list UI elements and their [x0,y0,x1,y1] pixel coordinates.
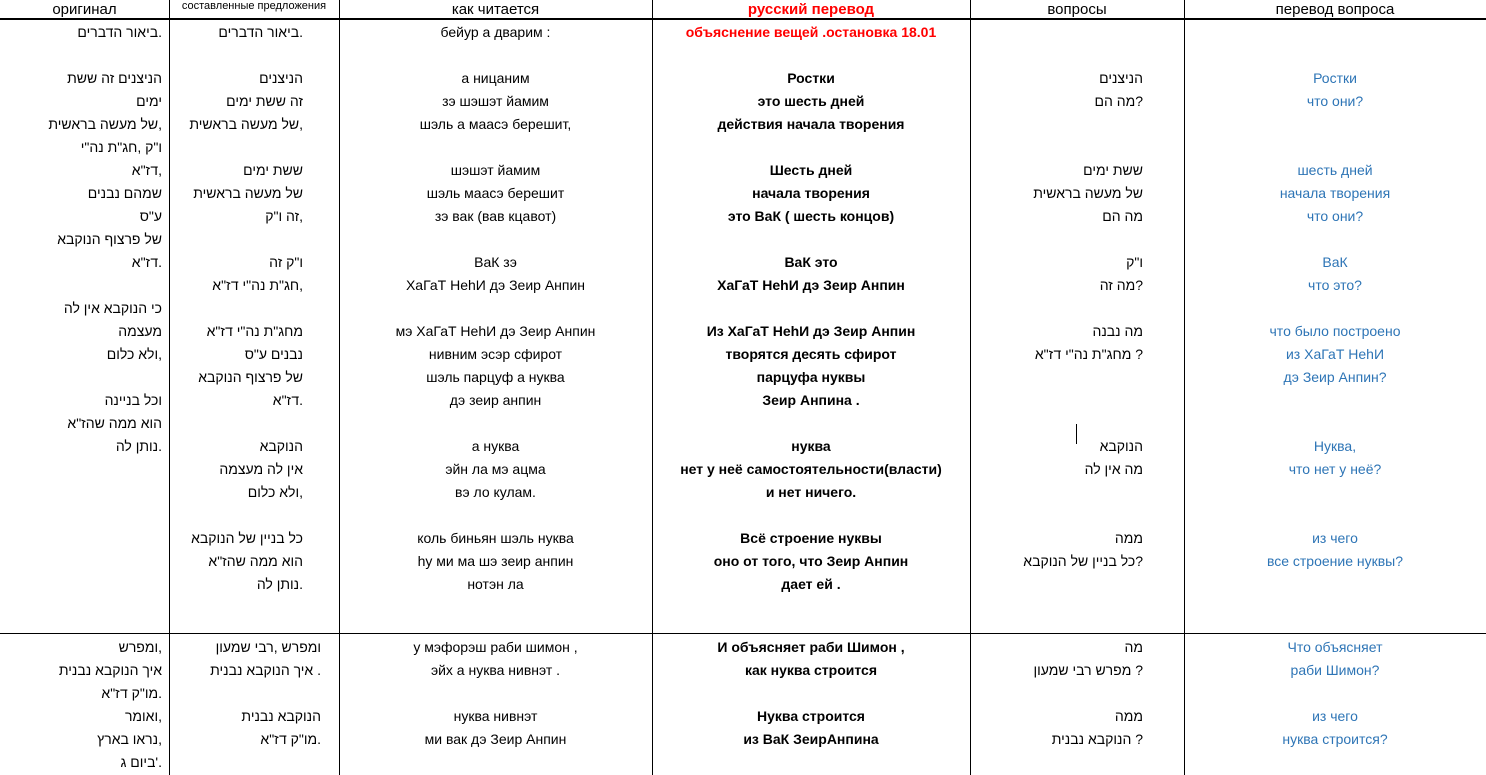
cell-line: זה ששת ימים [226,93,303,109]
cell-line: как нуква строится [744,662,877,678]
cell-line: ? הנוקבא נבנית [1051,731,1143,747]
cell-line [339,228,652,251]
cell-line: Ростки [787,70,835,86]
cell-line: что они? [1306,93,1364,109]
cell-line: Шесть дней [769,162,853,178]
cell-line: ממה [1114,708,1143,724]
cell-line [173,751,321,774]
cell-line [975,21,1143,44]
cell-line [1184,481,1486,504]
cell-line: дает ей . [781,576,841,592]
cell-line: из чего [1312,708,1358,724]
cell-line: коль биньян шэль нуква [417,530,574,546]
cell-line: это ВаК ( шесть концов) [727,208,895,224]
cell-line [339,412,652,435]
cell-line: действия начала творения [717,116,905,132]
cell-line [4,366,162,389]
section1-question-translation[interactable] [1184,21,1486,596]
cell-line: ми вак дэ Зеир Анпин [424,731,567,747]
cell-line: нивним эсэр сфирот [428,346,563,362]
cell-line: и нет ничего. [765,484,857,500]
cell-line [1184,751,1486,774]
cell-line: מה נבנה [1092,323,1143,339]
cell-line: ו"ק זה [269,254,303,270]
cell-line: нотэн ла [467,576,524,592]
cell-line: парцуфа нуквы [756,369,866,385]
cell-line: ,ואומר [124,708,162,724]
cell-line: ХаГаТ НеhИ дэ Зеир Анпин [405,277,586,293]
cell-line: Нуква строится [757,708,865,724]
column-divider [970,0,971,775]
cell-line: של פרצוף הנוקבא [57,231,162,247]
cell-line: из чего [1312,530,1358,546]
cell-line [652,228,970,251]
cell-line: эйн ла мэ ацма [445,461,546,477]
section1-reading[interactable] [339,21,652,596]
cell-line: ,ולא כלום [106,346,162,362]
cell-line: הניצנים [259,70,303,86]
cell-line: ? מפרש רבי שמעון [1033,662,1143,678]
header-question-translation: перевод вопроса [1184,0,1486,19]
cell-line: ומפרש ,רבי שמעון [215,639,321,655]
cell-line [1184,113,1486,136]
cell-line [1184,389,1486,412]
cell-line: И объясняет раби Шимон , [717,639,905,655]
cell-line: нет у неё самостоятельности(власти) [680,461,942,477]
cell-line: зэ вак (вав кцавот) [434,208,557,224]
cell-line [339,136,652,159]
cell-line [975,136,1143,159]
cell-line [173,136,303,159]
cell-line: ,חג"ת נה"י דז"א [212,277,303,293]
cell-line: .ביאור הדברים [218,24,303,40]
cell-line [173,228,303,251]
cell-line: ע"ס [139,208,162,224]
section1-translation[interactable] [652,21,970,596]
cell-line: ששת ימים [1083,162,1143,178]
cell-line: .מו"ק דז"א [260,731,321,747]
cell-line: הנוקבא [259,438,303,454]
section2-composed[interactable] [173,636,321,774]
cell-line: הנוקבא [1099,438,1143,454]
cell-line: ,של מעשה בראשית [189,116,303,132]
cell-line: дэ зеир анпин [449,392,542,408]
cell-line [1184,44,1486,67]
cell-line: мэ ХаГаТ НеhИ дэ Зеир Анпин [395,323,596,339]
cell-line: Всё строение нуквы [740,530,882,546]
cell-line: ?מה זה [1099,277,1143,293]
cell-line [652,44,970,67]
cell-line [975,228,1143,251]
cell-line [975,297,1143,320]
cell-line [1184,504,1486,527]
cell-line: ?כל בניין של הנוקבא [1023,553,1143,569]
cell-line: ,זה ו"ק [265,208,303,224]
cell-line: הוא ממה שהז"א [67,415,162,431]
cell-line [975,481,1143,504]
cell-line: ?מה הם [1094,93,1143,109]
cell-line: שמהם נבנים [87,185,162,201]
cell-line: hу ми ма шэ зеир анпин [417,553,574,569]
cell-line [173,297,303,320]
cell-line: נבנים ע"ס [244,346,303,362]
cell-line: ו"ק ,חג"ת נה"י [80,139,162,155]
cell-line: нуква [791,438,831,454]
cell-line [975,751,1143,774]
cell-line: оно от того, что Зеир Анпин [713,553,909,569]
cell-line [4,274,162,297]
cell-line [975,504,1143,527]
cell-line: .'ביום ג [120,754,162,770]
cell-line: ВаК это [784,254,838,270]
cell-line [339,504,652,527]
cell-line: раби Шимон? [1290,662,1380,678]
cell-line [339,44,652,67]
cell-line [975,366,1143,389]
header-questions: вопросы [970,0,1184,19]
cell-line: Что объясняет [1287,639,1383,655]
cell-line: הוא ממה שהז"א [208,553,303,569]
cell-line: ימים [136,93,162,109]
cell-line: של פרצוף הנוקבא [198,369,303,385]
cell-line: это шесть дней [757,93,865,109]
cell-line: מעצמה [118,323,162,339]
cell-line [652,504,970,527]
cell-line [339,297,652,320]
cell-line [1184,412,1486,435]
cell-line: ХаГаТ НеhИ дэ Зеир Анпин [717,277,905,293]
cell-line: нуква строится? [1282,731,1388,747]
cell-line: у мэфорэш раби шимон , [413,639,578,655]
cell-line: что они? [1306,208,1364,224]
cell-line: вэ ло кулам. [455,484,536,500]
cell-line: ? מחג"ת נה"י דז"א [1034,346,1143,362]
header-composed: составленные предложения [169,0,339,19]
cell-line [173,44,303,67]
cell-line: а нуква [471,438,520,454]
cell-line: что это? [1308,277,1362,293]
cell-line: .מו"ק דז"א [101,685,162,701]
cell-line: что было построено [1269,323,1401,339]
section1-original[interactable] [4,21,162,458]
cell-line: Зеир Анпина . [762,392,860,408]
cell-line [1184,682,1486,705]
cell-line: Из ХаГаТ НеhИ дэ Зеир Анпин [706,323,916,339]
section2-translation[interactable] [652,636,970,774]
cell-line: начала творения [752,185,870,201]
cell-line: מחג"ת נה"י דז"א [206,323,303,339]
cell-line: מה אין לה [1084,461,1143,477]
cell-line: .ביאור הדברים [77,24,162,40]
cell-line [1184,297,1486,320]
cell-line: из ХаГаТ НеhИ [1285,346,1385,362]
cell-line: бейур а дварим : [440,24,551,40]
cell-line: дэ Зеир Анпин? [1283,369,1387,385]
section2-original[interactable] [4,636,162,774]
cell-line: шэшэт йамим [450,162,541,178]
cell-line [652,682,970,705]
header-translation: русский перевод [652,0,970,19]
cell-line: .נותן לה [256,576,303,592]
cell-line [975,113,1143,136]
cell-line [4,44,162,67]
cell-line: все строение нуквы? [1266,553,1404,569]
cell-line: . איך הנוקבא נבנית [210,662,321,678]
cell-line [339,682,652,705]
cell-line: зэ шэшэт йамим [442,93,549,109]
cell-line: ממה [1114,530,1143,546]
cell-line: ,דז"א [131,162,162,178]
cell-line: эйх а нуква нивнэт . [430,662,561,678]
cell-line [975,44,1143,67]
cell-line: ,ולא כלום [247,484,303,500]
cell-line: אין לה מעצמה [219,461,303,477]
cell-line: של מעשה בראשית [1033,185,1143,201]
cell-line: шесть дней [1297,162,1373,178]
cell-line: הניצנים [1099,70,1143,86]
section2-questions[interactable] [975,636,1143,774]
cell-line: .נותן לה [115,438,162,454]
cell-line [652,297,970,320]
row-divider [0,19,1486,20]
section1-questions[interactable] [975,21,1143,596]
cell-line: ,ומפרש [118,639,162,655]
cell-line [173,682,321,705]
cell-line: объяснение вещей .остановка 18.01 [685,24,937,40]
cell-line: מה [1124,639,1143,655]
cell-line [173,412,303,435]
cell-line [652,751,970,774]
cell-line [173,504,303,527]
cell-line: וכל בניינה [104,392,162,408]
cell-line: а ницаним [461,70,530,86]
cell-line: כי הנוקבא אין לה [63,300,162,316]
cell-line [339,751,652,774]
cell-line [652,412,970,435]
cell-line: איך הנוקבא נבנית [58,662,162,678]
cell-line: шэль маасэ берешит [426,185,565,201]
cell-line: ו"ק [1126,254,1143,270]
cell-line: של מעשה בראשית [193,185,303,201]
cell-line: ,נראו בארץ [97,731,162,747]
cell-line [1184,228,1486,251]
cell-line: ,של מעשה בראשית [48,116,162,132]
cell-line: הנוקבא נבנית [241,708,321,724]
cell-line: .דז"א [131,254,162,270]
cell-line: ВаК зэ [474,254,517,270]
header-original: оригинал [0,0,169,19]
cell-line: Ростки [1313,70,1357,86]
cell-line [975,412,1143,435]
header-reading: как читается [339,0,652,19]
cell-line [975,389,1143,412]
cell-line: Нуква, [1313,438,1357,454]
cell-line: творятся десять сфирот [725,346,897,362]
cell-line: что нет у неё? [1288,461,1382,477]
section2-question-translation[interactable] [1184,636,1486,774]
cell-line [652,136,970,159]
cell-line [1184,21,1486,44]
cell-line: шэль а маасэ берешит, [419,116,572,132]
cell-line: מה הם [1102,208,1143,224]
cell-line: шэль парцуф а нуква [426,369,565,385]
cell-line: כל בניין של הנוקבא [191,530,303,546]
cell-line [1184,573,1486,596]
cell-line [1184,136,1486,159]
cell-line [975,573,1143,596]
cell-line [975,682,1143,705]
row-divider [0,633,1486,634]
section1-composed[interactable] [173,21,303,596]
cell-line: начала творения [1279,185,1391,201]
cell-line: הניצנים זה ששת [67,70,162,86]
cell-line: нуква нивнэт [453,708,538,724]
cell-line: ששת ימים [243,162,303,178]
section2-reading[interactable] [339,636,652,774]
cell-line: .דז"א [272,392,303,408]
cell-line: из ВаК ЗеирАнпина [743,731,879,747]
column-divider [169,0,170,775]
cell-line: ВаК [1322,254,1348,270]
